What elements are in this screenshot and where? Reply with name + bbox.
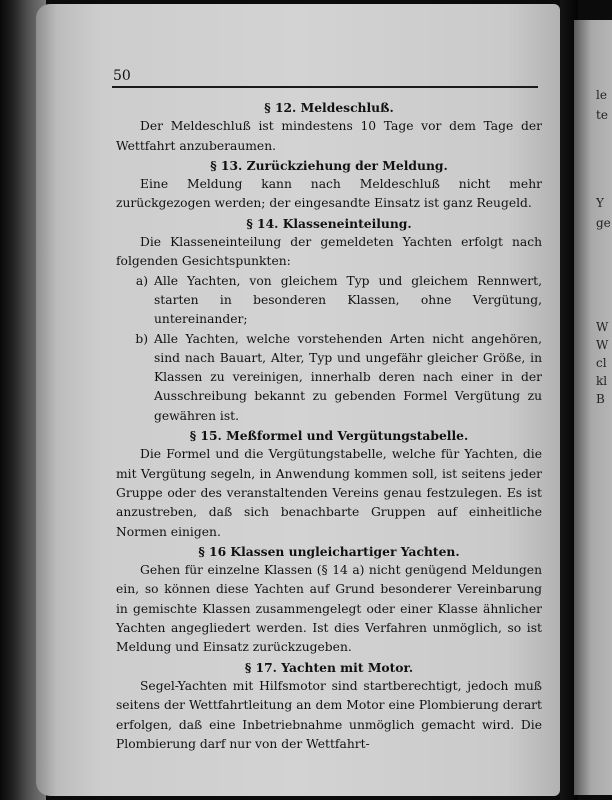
page-number: 50: [113, 68, 131, 84]
list-item-label: a): [135, 273, 148, 288]
section-heading: § 15. Meßformel und Vergütungstabelle.: [189, 428, 469, 444]
next-page-fragment: le: [596, 88, 607, 102]
section-paragraph: Eine Meldung kann nach Meldeschluß nicht mehr zurückgezogen werden; der eingesandte Einsatz ist ganz Reugeld.: [116, 177, 542, 211]
next-page-fragment: W: [596, 320, 609, 334]
next-page-fragment: te: [596, 108, 608, 122]
section-paragraph: Gehen für einzelne Klassen (§ 14 a) nicht genügend Meldungen ein, so können diese Yachten auf Grund besonderer Vereinbarung in gemischte Klassen zusammengelegt oder einer Klasse ähnlicher Yachten angegliedert werden. Ist dies Verfahren unmöglich, so ist Meldung und Einsatz zurückzugeben.: [116, 563, 542, 655]
section-heading: § 17. Yachten mit Motor.: [244, 659, 414, 675]
section-paragraph: Segel-Yachten mit Hilfsmotor sind startberechtigt, jedoch muß seitens der Wettfahrtleitung an dem Motor eine Plombierung derart erfolgen, daß eine Inbetriebnahme unmöglich gemacht wird. Die Plombierung darf nur von der Wettfahrt-: [116, 678, 542, 751]
section-paragraph: Die Klasseneinteilung der gemeldeten Yachten erfolgt nach folgenden Gesichtspunkten:: [116, 235, 542, 269]
next-page-edge: [574, 20, 612, 795]
list-item: [116, 330, 542, 426]
next-page-fragment: cl: [596, 356, 607, 370]
list-item-text: Alle Yachten, welche vorstehenden Arten nicht angehören, sind nach Bauart, Alter, Typ und ungefähr gleicher Größe, in Klassen zu vereinigen, innerhalb deren nach einer in der Ausschreibung bekannt zu gebenden Formel Vergütung zu gewähren ist.: [154, 331, 542, 423]
page-text: [116, 98, 542, 754]
next-page-fragment: ge: [596, 216, 611, 230]
list-item-text: Alle Yachten, von gleichem Typ und gleichem Rennwert, starten in besonderen Klassen, ohne Vergütung, untereinander;: [154, 273, 542, 327]
section-heading: § 12. Meldeschluß.: [264, 100, 394, 115]
header-rule: [112, 86, 538, 88]
next-page-fragment: B: [596, 392, 605, 406]
next-page-fragment: Y: [596, 196, 604, 210]
next-page-fragment: W: [596, 338, 609, 352]
section-paragraph: Die Formel und die Vergütungstabelle, welche für Yachten, die mit Vergütung segeln, in Anwendung kommen soll, ist seitens jeder Gruppe oder des veranstaltenden Vereins genau festzulegen. Es ist anzustreben, daß sich benachbarte Gruppen auf einheitliche Normen einigen.: [116, 447, 542, 539]
section-paragraph: Der Meldeschluß ist mindestens 10 Tage vor dem Tage der Wettfahrt anzuberaumen.: [116, 119, 542, 153]
section-heading: § 16 Klassen ungleichartiger Yachten.: [198, 543, 460, 559]
list-item-label: b): [135, 331, 148, 346]
list-item: [116, 272, 542, 330]
section-heading: § 13. Zurückziehung der Meldung.: [210, 157, 448, 173]
next-page-fragment: kl: [596, 374, 608, 388]
section-heading: § 14. Klasseneinteilung.: [246, 215, 412, 231]
